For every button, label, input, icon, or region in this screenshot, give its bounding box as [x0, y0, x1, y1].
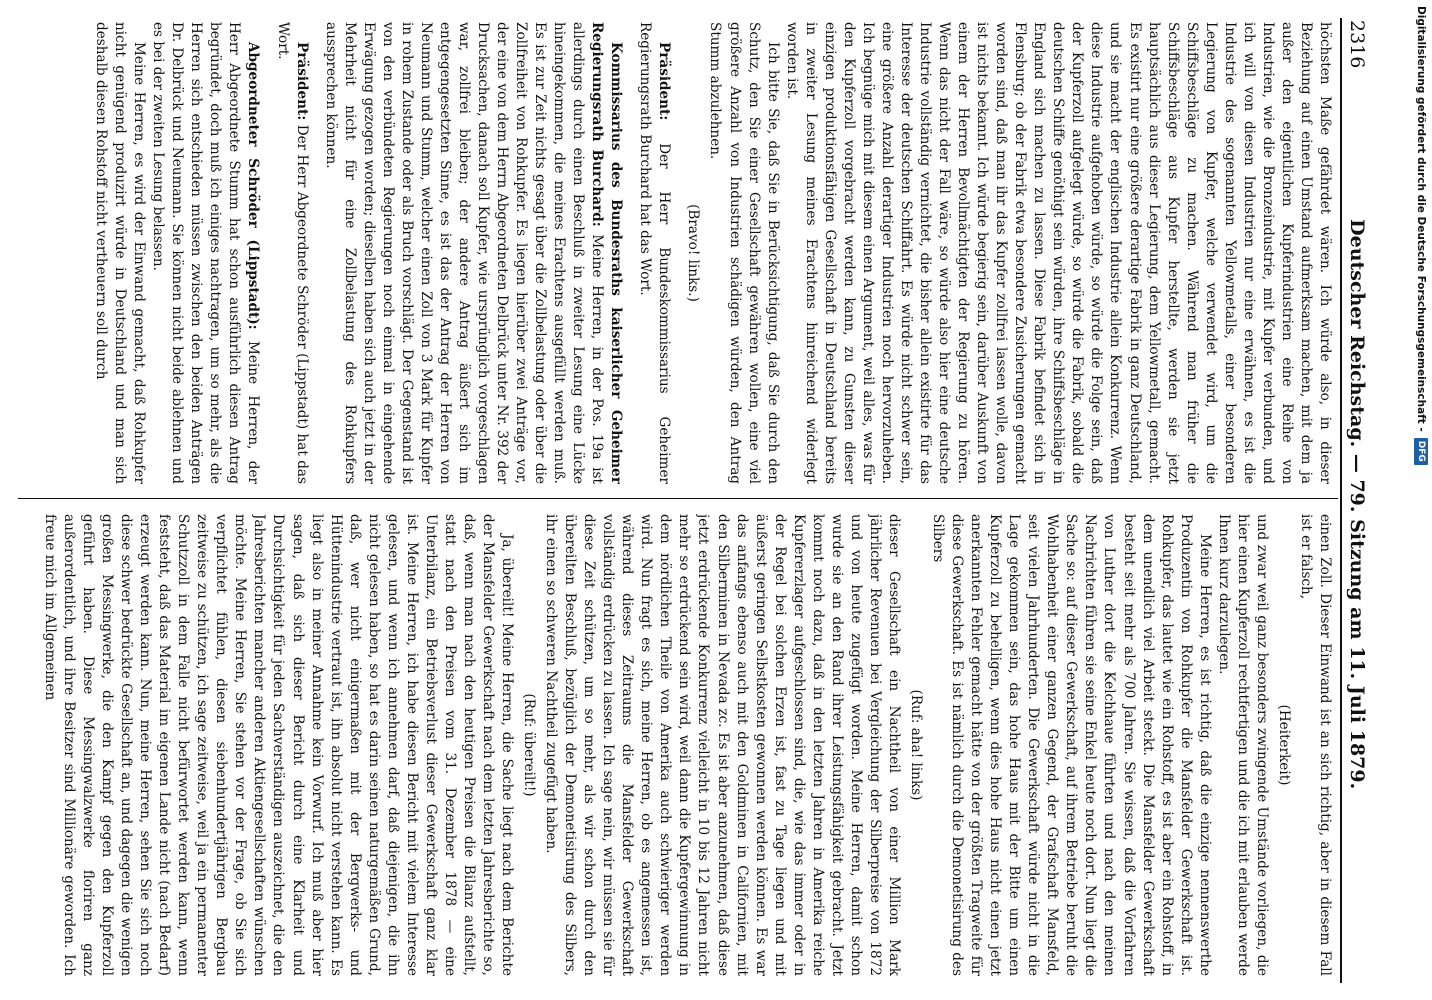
right-column	[18, 514, 1334, 976]
paragraph-text: Der Herr Bundeskommissarius Geheimer Regierungsrath Burchard hat das Wort.	[637, 22, 673, 484]
paragraph-text: Meine Herren, es wird der Einwand gemacht, daß Rohkupfer nicht genügend produzirt würde in Deutschland und man sich deshalb diesen Rohstoff nicht vertheuern soll durch	[93, 22, 148, 484]
paragraph-text: Meine Herren, es ist richtig, daß die einzige nennenswerthe Produzentin von Rohkupfer die Mansfelder Gewerkschaft ist. Rohkupfer, das lautet wie ein Rohstoff, es ist aber ein Rohstoff, in dem unendlich viel Arbeit steckt. Die Mansfelder Gewerkschaft besteht seit mehr als 700 Jahren. Sie wissen, daß die Vorfahren von Luther dort die Kelchhaue führten und nach den meinen Nachrichten führen sie seine Enkel heute noch dort. Nun liegt die Sache so: auf dieser Gewerkschaft, auf ihrem Betriebe beruht die Wohlhabenheit einer ganzen Gegend, der Grafschaft Mansfeld, seit vielen Jahrhunderten. Die Gewerkschaft würde nicht in die Lage gekommen sein, das hohe Haus mit der Bitte um einen Kupferzoll zu behelligen, wenn dies hohe Haus nicht einen jetzt anerkannten Fehler gemacht hätte von der größten Tragweite für diese Gewerkschaft. Es ist nämlich durch die Demonetisirung des Silbers	[930, 514, 1213, 976]
paragraph	[541, 514, 903, 976]
page-number: 2316	[1346, 20, 1368, 69]
paragraph-text: Meine Herren, in der Pos. 19a ist allerdings durch einen Beschluß in zweiter Lesung eine Lücke hineingekommen, die meines Erachtens ausgefüllt werden muß. Es ist zur Zeit nichts gesagt über die Zollbelastung oder über die Zollfreiheit von Rohkupfer. Es liegen hierüber zwei Anträge vor, der eine von dem Herrn Abgeordneten Delbrück unter Nr. 392 der Drucksachen, danach soll Kupfer, wie ursprünglich vorgeschlagen war, zollfrei bleiben; der andere Antrag äußert sich im entgegengesetzten Sinne, es ist das der Antrag der Herren von Neumann und Stumm, welcher einen Zoll von 3 Mark für Kupfer in rohem Zustande oder als Bruch vorschlägt. Der Gegenstand ist von den verbündeten Regierungen noch einmal in eingehende Erwägung gezogen worden; dieselben haben sich auch jetzt in der Mehrheit nicht für eine Zollbelastung des Rohkupfers aussprechen können.	[322, 22, 606, 484]
paragraph	[321, 22, 626, 484]
paragraph-text: dieser Gesellschaft ein Nachtheil von einer Million Mark jährlicher Revenuen bei Vergleichung der Silberpreise von 1872 und von heute zugefügt worden. Meine Herren, damit schon wurde sie an den Rand ihrer Leistungsfähigkeit gebracht. Jetzt kommt noch dazu, daß in den letzten Jahren in Amerika reiche Kupfererzlager aufgeschlossen sind, die, wie das immer oder in der Regel bei solchen Erzen ist, fast zu Tage liegen und mit äußerst geringen Selbstkosten gewonnen werden können. Es war das anfangs ebenso auch mit den Goldminen in Californien, mit den Silberminen in Nevada zc. Es ist aber anzunehmen, daß diese jetzt erdrückende Konkurrenz vielleicht in 10 bis 12 Jahren nicht mehr so erdrückend sein wird, weil dann die Kupfergewinnung in dem nördlichen Theile von Amerika auch schwieriger werden wird. Nun fragt es sich, meine Herren, ob es angemessen ist, während dieses Zeitraums die Mansfelder Gewerkschaft vollständig erdrücken zu lassen. Ich sage nein, wir müssen sie für diese Zeit schützen, um so mehr, als wir schon durch den übereilten Beschluß, bezüglich der Demonetisirung des Silbers, ihr einen so schweren Nachtheil zugefügt haben.	[543, 514, 902, 976]
page-footer	[1412, 6, 1430, 996]
speaker-name: Präsident:	[293, 42, 310, 121]
paragraph	[1214, 514, 1271, 976]
paragraph-text: höchsten Maße gefährdet wären. Ich würde also, in dieser Beziehung auf einen Umstand aufmerksam machen, mit dem ja außer den eigentlichen Kupferindustrien eine Reihe von Industrien, wie die Bronzeindustrie, mit Kupfer verbunden, und ich will von diesen Industrien nur eine erwähnen, es ist die Industrie des sogenannten Yellowmetalls, einer besonderen Legierung von Kupfer, welche verwendet wird, um die Schiffsbeschläge zu machen. Während man früher die Schiffsbeschläge aus Kupfer herstellte, werden sie jetzt hauptsächlich aus dieser Legierung, dem Yellowmetall, gemacht. Es existirt nur eine größere derartige Fabrik in ganz Deutschland, und sie macht der englischen Industrie allein Konkurrenz. Wenn diese Industrie aufgehoben würde, so würde die Folge sein, daß der Kupferzoll aufgelegt würde, so würde die Fabrik, sobald die deutschen Schiffe genöthigt sein würden, ihre Schiffsbeschläge in England sich machen zu lassen. Diese Fabrik befindet sich in Flensburg; ob der Fabrik etwa besondere Zusicherungen gemacht worden sind, daß man ihr das Kupfer zollfrei lassen wolle, davon ist nichts bekannt. Ich würde begierig sein, darüber Auskunft von einem der Herren Bevollmächtigten der Regierung zu hören. Wenn das nicht der Fall wäre, so würde also hier eine deutsche Industrie vollständig vernichtet, die bisher allein existirte für das Interesse der deutschen Schiffahrt. Es würde nicht schwer sein, eine größere Anzahl derartiger Industrien noch hervorzuheben. Ich begnüge mich mit diesem einen Argument, weil alles, was für den Kupferzoll vorgebracht werden kann, zu Gunsten dieser einzigen produktionsfähigen Gesellschaft in Deutschland bereits in zweiter Lesung meines Erachtens hinreichend widerlegt worden ist.	[783, 22, 1333, 484]
paragraph-text: Der Herr Abgeordnete Schröder (Lippstadt) hat das Wort.	[274, 22, 310, 484]
digitization-credit	[1412, 6, 1430, 996]
left-column	[18, 22, 1334, 484]
page-header	[1346, 20, 1392, 980]
paragraph	[272, 22, 310, 484]
interjection	[519, 514, 538, 976]
paragraph-text: Ja, übereilt! Meine Herren, die Sache liegt nach dem Berichte der Mansfelder Gewerkschaft nach dem letzten Jahresberichte so, daß, wenn man nach den heutigen Preisen die Bilanz aufstellt, statt nach den Preisen vom 31. Dezember 1878 — eine Unterbilanz, ein Betriebsverlust dieser Gewerkschaft ganz klar ist. Meine Herren, ich habe diesen Bericht mit vielem Interesse gelesen, und wenn ich annehmen darf, daß diejenigen, die ihn nicht gelesen haben, so hat es darin seinen naturgemäßen Grund, daß, wer nicht einigermaßen mit der Bergwerks- und Hüttenindustrie vertraut ist, ihn absolut nicht verstehen kann. Es liegt also in meiner Annahme kein Vorwurf. Ich muß aber hier sagen, daß sich dieser Bericht durch eine Klarheit und Durchsichtigkeit für jeden Sachverständigen auszeichnet, die den Jahresberichten mancher anderen Aktiengesellschaften wünschen möchte. Meine Herren, Sie stehen vor der Frage, ob Sie sich verpflichtet fühlen, diesen siebenhundertjährigen Bergbau zeitweise zu schützen, ich sage zeitweise, weil ja ein permanenter Schutzzoll in dem Falle nicht befürwortet werden kann, wenn feststeht, daß das Material im eigenen Lande nicht (nach Bedarf) erzeugt werden kann. Nun, meine Herren, sehen Sie sich noch diese schwer bedrückte Gesellschaft an, und dagegen die wenigen großen Messingwerke, die den Kampf gegen den Kupferzoll geführt haben. Diese Messingwalzwerke floriren ganz außerordentlich, und ihre Besitzer sind Millionäre geworden. Ich freue mich im Allgemeinen	[41, 514, 516, 976]
paragraph	[1296, 514, 1334, 976]
paragraph	[782, 22, 1334, 484]
paragraph	[91, 22, 148, 484]
paragraph-text: einen Zoll. Dieser Einwand ist an sich richtig, aber in diesem Fall ist er falsch,	[1297, 514, 1333, 976]
paragraph-text: (Heiterkeit)	[1275, 704, 1292, 786]
paragraph-text: (Bravo! links.)	[685, 204, 702, 302]
paragraph	[148, 22, 262, 484]
interjection	[1274, 514, 1293, 976]
header-rule	[1340, 18, 1342, 983]
paragraph	[705, 22, 781, 484]
paragraph	[40, 514, 516, 976]
speaker-name: Präsident:	[656, 42, 673, 121]
dfg-logo: DFG	[1414, 438, 1428, 465]
paragraph-text: (Ruf: übereilt!)	[521, 693, 538, 797]
interjection	[683, 22, 702, 484]
paragraph	[928, 514, 1214, 976]
paragraph-text: und zwar weil ganz besonders zwingende Umstände vorliegen, die hier einen Kupferzoll rechtfertigen und die ich mit erlauben werde Ihnen kurz darzulegen.	[1215, 514, 1270, 976]
credit-text: Digitalisierung gefördert durch die Deutsche Forschungsgemeinschaft -	[1415, 6, 1427, 432]
column-divider	[18, 498, 1338, 499]
speaker-name: Abgeordneter Schröder (Lippstadt):	[245, 42, 262, 330]
page-title: Deutscher Reichstag. — 79. Sitzung am 11. Juli 1879.	[1346, 219, 1368, 790]
paragraph-text: Meine Herren, der Herr Abgeordnete Stumm hat schon ausführlich diesen Antrag begründet, doch muß ich einiges nachtragen, um so mehr, als die Herren sich entschieden müssen zwischen den beiden Anträgen Dr. Delbrück und Neumann. Sie können nicht beide ablehnen und es bei der zweiten Lesung belassen.	[150, 22, 262, 484]
paragraph-text: Ich bitte Sie, daß Sie in Berücksichtigung, daß Sie durch den Schutz, den Sie einer Gesellschaft gewähren wollen, eine viel größere Anzahl von Industrien schädigen würden, den Antrag Stumm abzulehnen.	[707, 22, 781, 484]
speaker-name: Kommissarius des Bundesraths kaiserlicher Geheimer Regierungsrath Burchard:	[589, 22, 625, 484]
paragraph	[635, 22, 673, 484]
paragraph-text: (Ruf: aha! links)	[908, 689, 925, 801]
interjection	[906, 514, 925, 976]
